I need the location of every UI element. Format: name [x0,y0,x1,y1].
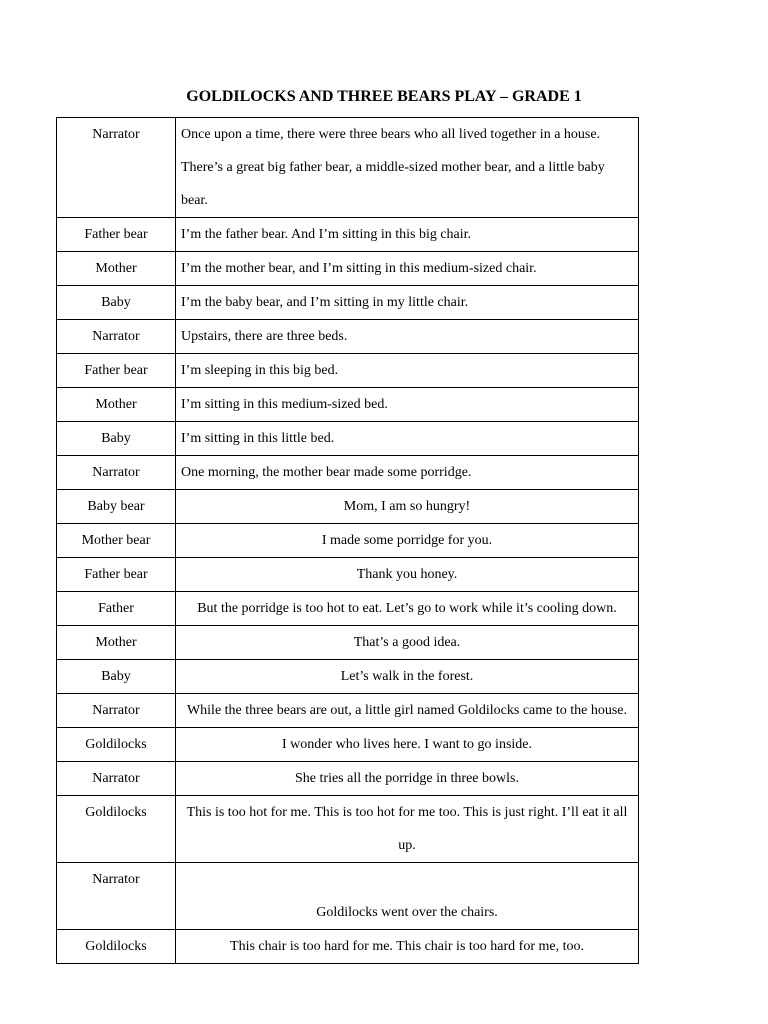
table-row [57,660,639,694]
table-row [57,490,639,524]
line-cell: I’m the father bear. And I’m sitting in this big chair. [176,218,639,252]
speaker-cell: Mother [57,388,176,422]
table-row [57,218,639,252]
play-script-table [56,117,639,964]
table-row [57,728,639,762]
line-cell: But the porridge is too hot to eat. Let’s go to work while it’s cooling down. [176,592,639,626]
table-row [57,863,639,930]
speaker-cell: Baby [57,660,176,694]
speaker-cell: Narrator [57,456,176,490]
speaker-cell: Narrator [57,118,176,218]
table-row [57,388,639,422]
speaker-cell: Narrator [57,694,176,728]
speaker-cell: Mother [57,626,176,660]
document-title: GOLDILOCKS AND THREE BEARS PLAY – GRADE 1 [186,88,582,105]
line-cell: That’s a good idea. [176,626,639,660]
speaker-cell: Narrator [57,320,176,354]
speaker-cell: Mother bear [57,524,176,558]
table-row [57,252,639,286]
line-cell: I wonder who lives here. I want to go inside. [176,728,639,762]
line-cell: She tries all the porridge in three bowls. [176,762,639,796]
line-cell [176,863,639,930]
line-cell: I made some porridge for you. [176,524,639,558]
speaker-cell: Father bear [57,218,176,252]
speaker-cell: Baby [57,286,176,320]
line-cell: One morning, the mother bear made some porridge. [176,456,639,490]
line-cell: Once upon a time, there were three bears who all lived together in a house. There’s a great big father bear, a middle-sized mother bear, and a little baby bear. [176,118,639,218]
line-cell: This is too hot for me. This is too hot for me too. This is just right. I’ll eat it all up. [176,796,639,863]
line-cell: I’m sitting in this little bed. [176,422,639,456]
table-row [57,422,639,456]
table-row [57,626,639,660]
line-cell: I’m the baby bear, and I’m sitting in my little chair. [176,286,639,320]
speaker-cell: Narrator [57,762,176,796]
speaker-cell: Father bear [57,558,176,592]
speaker-cell: Baby [57,422,176,456]
speaker-cell: Goldilocks [57,728,176,762]
table-row [57,286,639,320]
table-row [57,354,639,388]
line-cell: Mom, I am so hungry! [176,490,639,524]
line-cell: Upstairs, there are three beds. [176,320,639,354]
table-row [57,524,639,558]
speaker-cell: Baby bear [57,490,176,524]
table-row [57,694,639,728]
line-cell: This chair is too hard for me. This chair is too hard for me, too. [176,930,639,964]
line-cell: I’m the mother bear, and I’m sitting in this medium-sized chair. [176,252,639,286]
table-row [57,762,639,796]
speaker-cell: Father [57,592,176,626]
speaker-cell: Narrator [57,863,176,930]
table-row [57,456,639,490]
table-row [57,796,639,863]
table-row [57,118,639,218]
blank-line [181,863,633,896]
table-row [57,320,639,354]
line-text: Goldilocks went over the chairs. [316,905,498,920]
table-row [57,592,639,626]
speaker-cell: Goldilocks [57,796,176,863]
line-cell: I’m sleeping in this big bed. [176,354,639,388]
speaker-cell: Mother [57,252,176,286]
table-row [57,930,639,964]
speaker-cell: Father bear [57,354,176,388]
line-cell: I’m sitting in this medium-sized bed. [176,388,639,422]
line-cell: While the three bears are out, a little girl named Goldilocks came to the house. [176,694,639,728]
line-cell: Let’s walk in the forest. [176,660,639,694]
table-row [57,558,639,592]
line-cell: Thank you honey. [176,558,639,592]
speaker-cell: Goldilocks [57,930,176,964]
